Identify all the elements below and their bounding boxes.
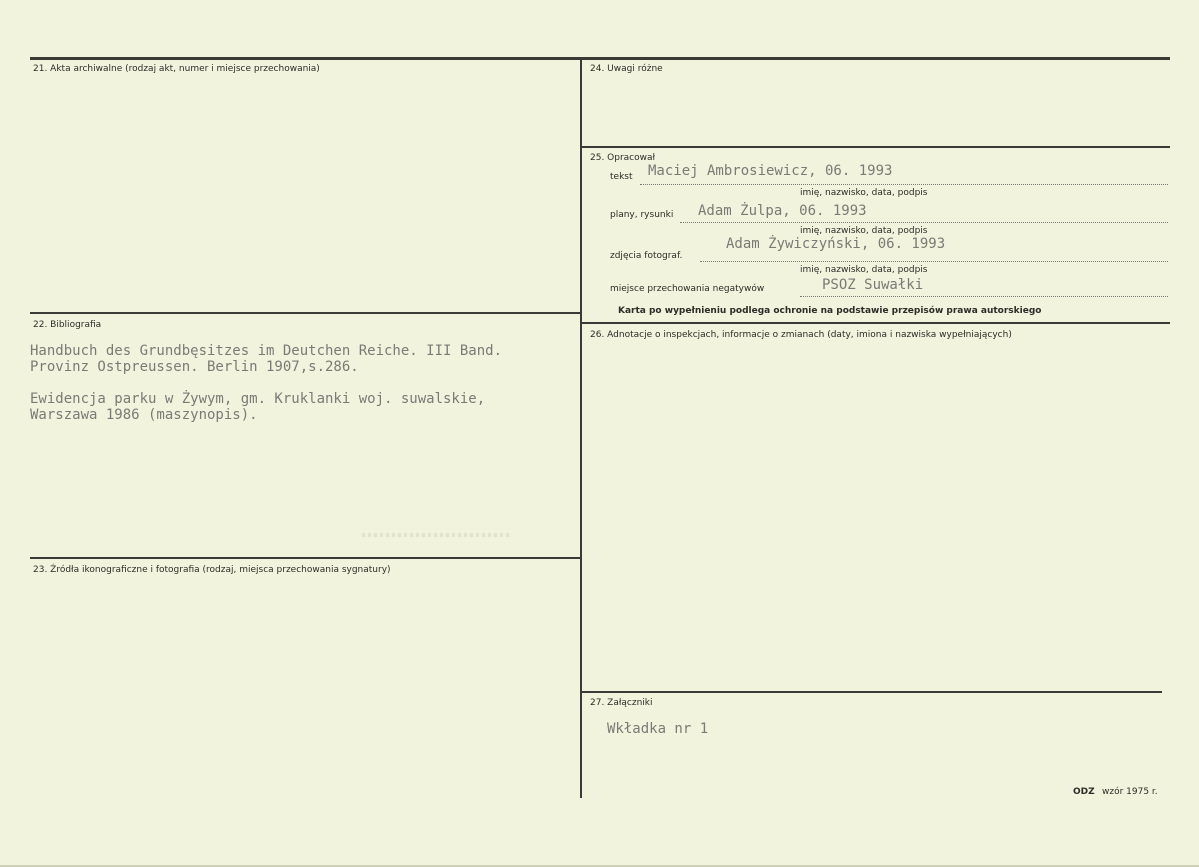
- tekst-dotted-line: [640, 184, 1168, 185]
- rule-25-26: [582, 322, 1170, 324]
- bibliography-line-3: Ewidencja parku w Żywym, gm. Kruklanki woj. suwalskie,: [30, 391, 486, 407]
- rule-22-23: [30, 557, 580, 559]
- footer-brand: ODZ: [1073, 787, 1095, 797]
- section-27-label: 27. Załączniki: [590, 698, 653, 708]
- section-22-label: 22. Bibliografia: [33, 320, 102, 330]
- zdjecia-hint: imię, nazwisko, data, podpis: [800, 265, 928, 275]
- bibliography-line-2: Provinz Ostpreussen. Berlin 1907,s.286.: [30, 359, 359, 375]
- negatywy-label: miejsce przechowania negatywów: [610, 284, 765, 294]
- negatywy-value: PSOZ Suwałki: [822, 277, 924, 293]
- plany-label: plany, rysunki: [610, 210, 674, 220]
- top-rule: [30, 57, 1170, 60]
- footer-form: wzór 1975 r.: [1102, 787, 1158, 797]
- zdjecia-dotted-line: [700, 261, 1168, 262]
- negatywy-dotted-line: [800, 296, 1168, 297]
- plany-hint: imię, nazwisko, data, podpis: [800, 226, 928, 236]
- section-24-label: 24. Uwagi różne: [590, 64, 663, 74]
- zdjecia-value: Adam Żywiczyński, 06. 1993: [726, 236, 946, 252]
- section-21-label: 21. Akta archiwalne (rodzaj akt, numer i miejsce przechowania): [33, 64, 320, 74]
- rule-24-25: [582, 146, 1170, 148]
- protection-note: Karta po wypełnieniu podlega ochronie na podstawie przepisów prawa autorskiego: [618, 306, 1042, 316]
- faint-stamp-mark: [362, 533, 512, 537]
- zdjecia-label: zdjęcia fotograf.: [610, 251, 683, 261]
- center-divider: [580, 60, 582, 798]
- bibliography-line-4: Warszawa 1986 (maszynopis).: [30, 407, 258, 423]
- tekst-value: Maciej Ambrosiewicz, 06. 1993: [648, 163, 893, 179]
- tekst-label: tekst: [610, 172, 633, 182]
- plany-dotted-line: [680, 222, 1168, 223]
- plany-value: Adam Żulpa, 06. 1993: [698, 203, 867, 219]
- section-23-label: 23. Źródła ikonograficzne i fotografia (rodzaj, miejsca przechowania sygnatury): [33, 565, 391, 575]
- section-26-label: 26. Adnotacje o inspekcjach, informacje o zmianach (daty, imiona i nazwiska wypełniających): [590, 330, 1012, 340]
- rule-21-22: [30, 312, 580, 314]
- attachments-value: Wkładka nr 1: [607, 721, 709, 737]
- rule-26-27: [582, 691, 1162, 693]
- section-25-label: 25. Opracował: [590, 153, 656, 163]
- tekst-hint: imię, nazwisko, data, podpis: [800, 188, 928, 198]
- bibliography-line-1: Handbuch des Grundbęsitzes im Deutchen Reiche. III Band.: [30, 343, 503, 359]
